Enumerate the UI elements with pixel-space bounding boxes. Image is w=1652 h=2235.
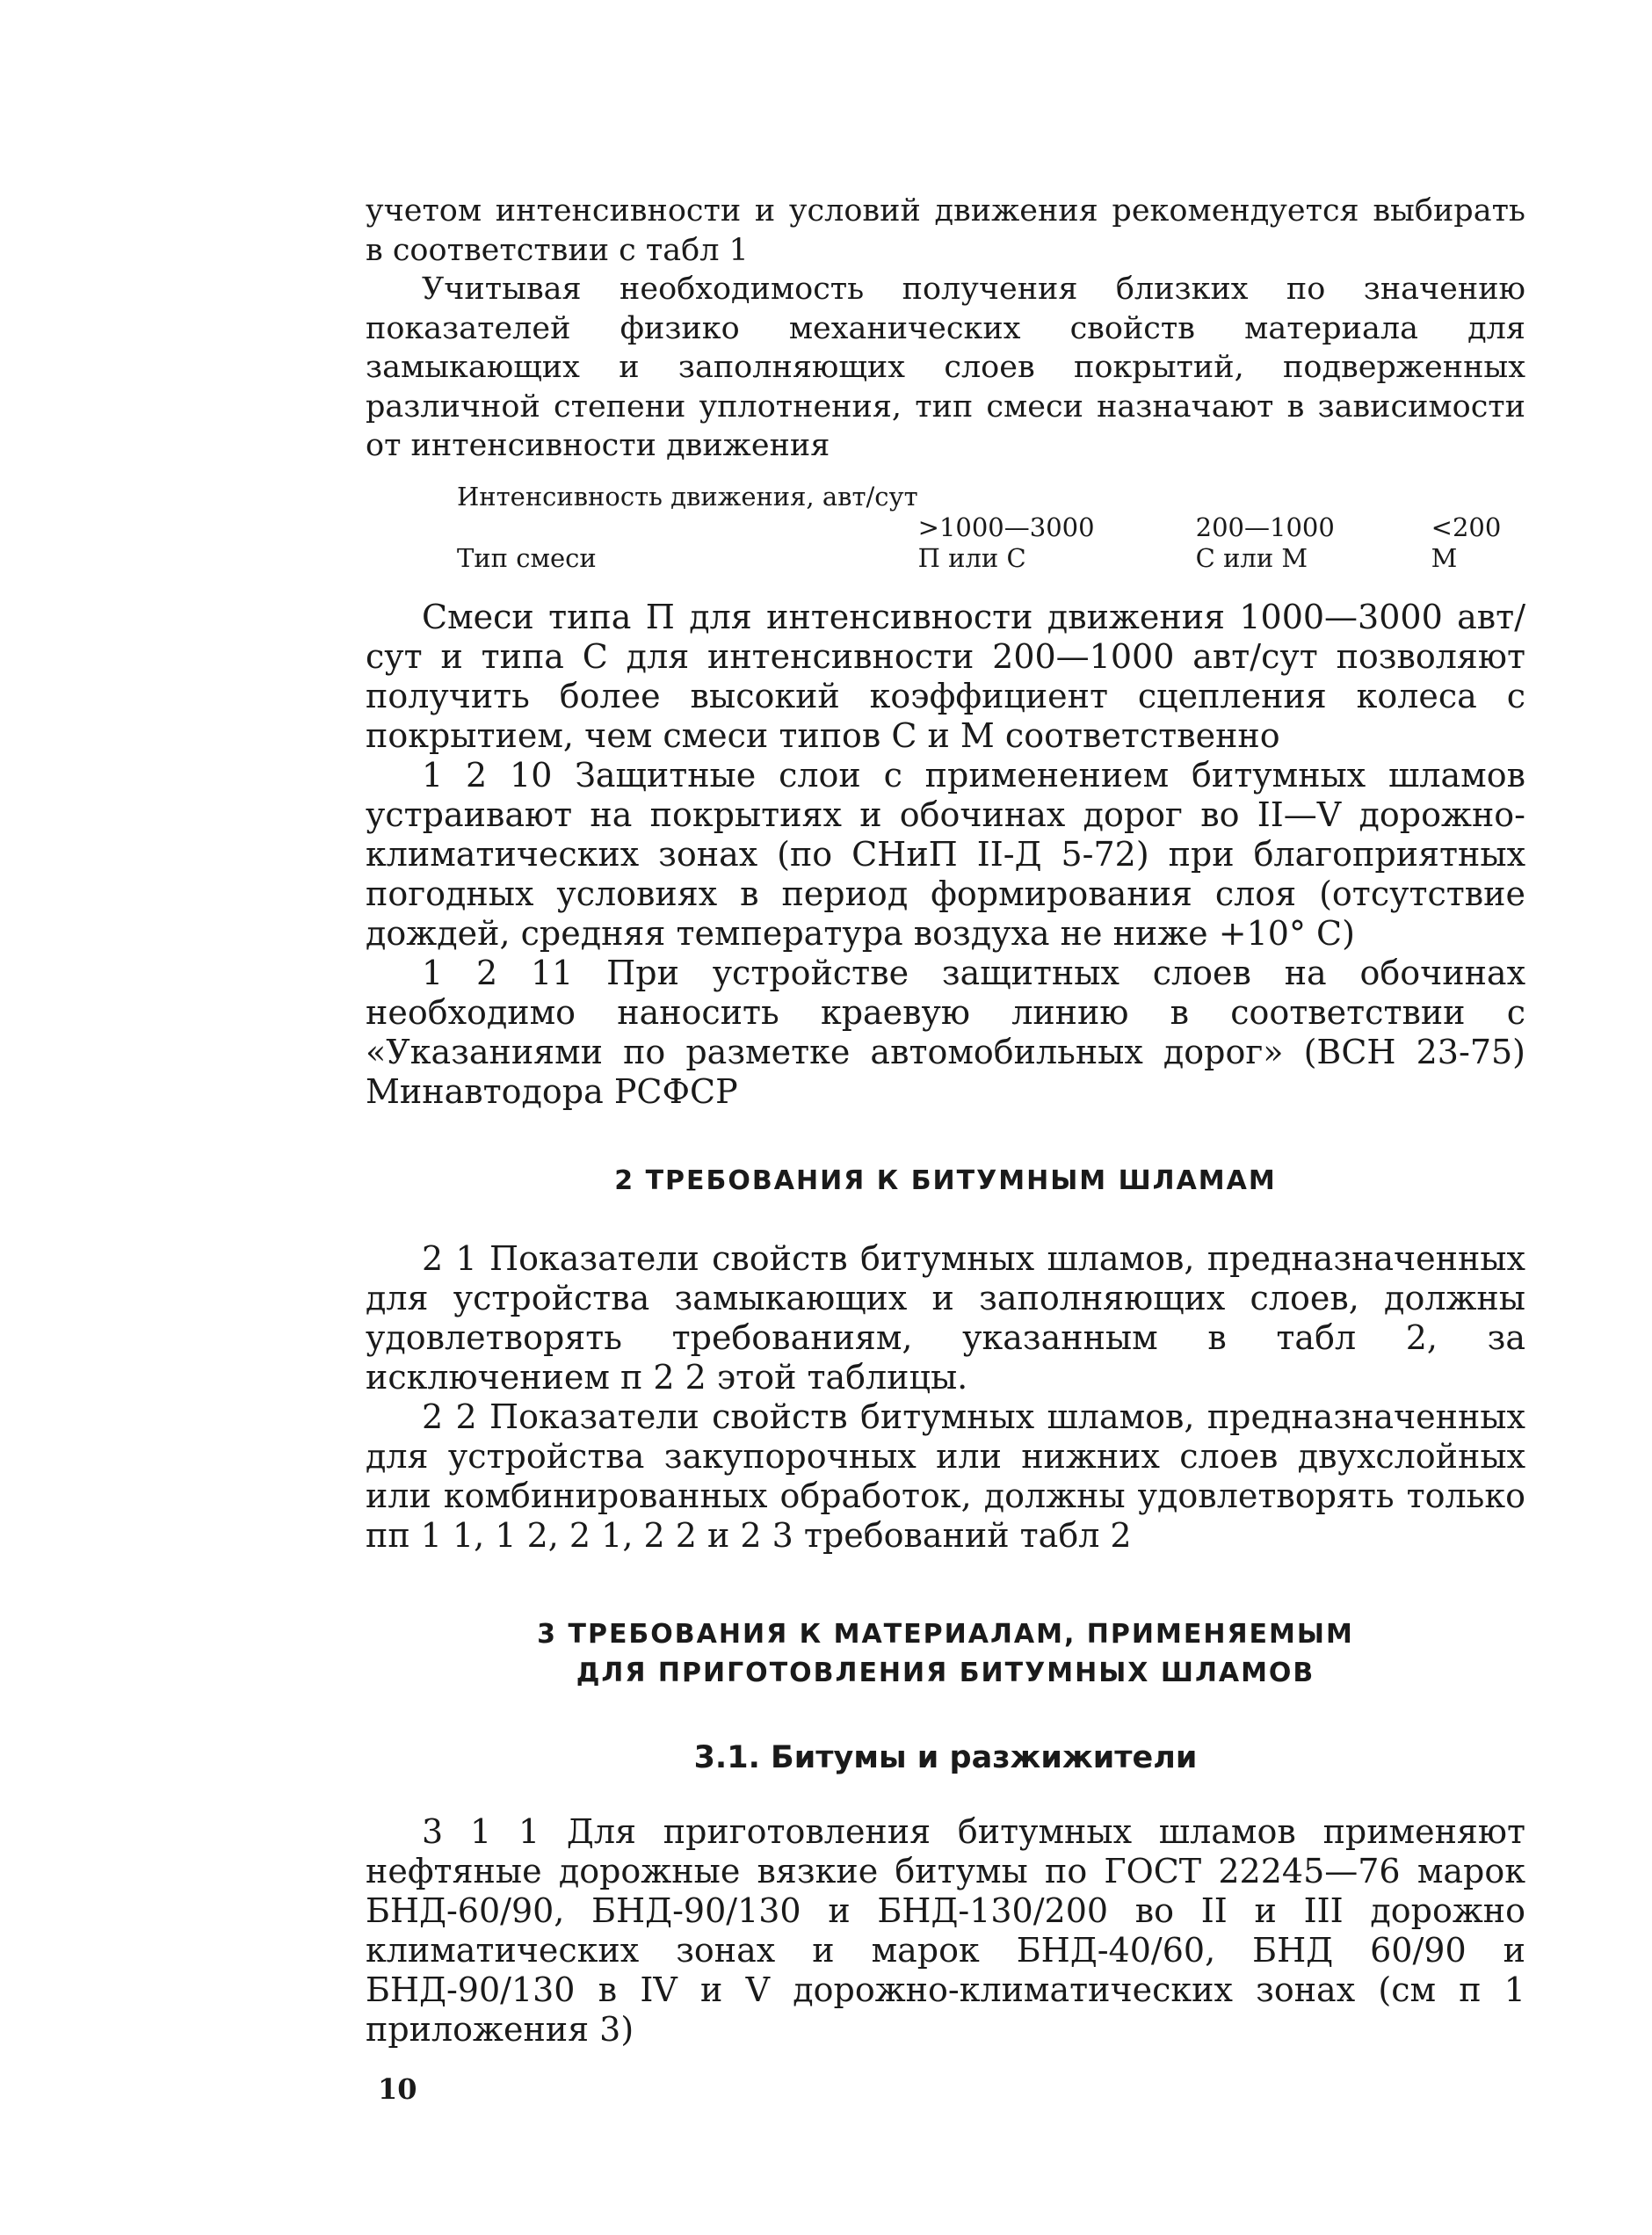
section2-text [366, 1239, 1525, 1556]
paragraph-1-2-10: 1 2 10 Защитные слои с применением битумных шламов устраивают на покрытиях и обочинах дорог во II—V дорожно-климатических зонах (по СНиП II-Д 5-72) при благоприятных погодных условиях в период формирования слоя (отсутствие дождей, средняя температура воздуха не ниже +10° С) [366, 756, 1525, 953]
page-number: 10 [378, 2072, 417, 2106]
paragraph-2-1: 2 1 Показатели свойств битумных шламов, предназначенных для устройства замыкающих и заполняющих слоев, должны удовлетворять требованиям, указанным в табл 2, за исключением п 2 2 этой таблицы. [366, 1239, 1525, 1397]
paragraph-1-2-11: 1 2 11 При устройстве защитных слоев на обочинах необходимо наносить краевую линию в соответствии с «Указаниями по разметке автомобильных дорог» (ВСН 23-75) Минавтодора РСФСР [366, 954, 1525, 1111]
paragraph-mix-types: Смеси типа П для интенсивности движения 1000—3000 авт/сут и типа С для интенсивности 200—1000 авт/сут позволяют получить более высокий коэффициент сцепления колеса с покрытием, чем смеси типов С и М соответственно [366, 598, 1525, 755]
section3-text [366, 1812, 1525, 2050]
intensity-table [457, 482, 1537, 574]
paragraph-mix-type: Учитывая необходимость получения близких по значению показателей физико механических свойств материала для замыкающих и заполняющих слоев покрытий, подверженных различной степени уплотнения, тип смеси назначают в зависимости от интенсивности движения [366, 272, 1525, 463]
paragraph-2-2: 2 2 Показатели свойств битумных шламов, предназначенных для устройства закупорочных или нижних слоев двухслойных или комбинированных обработок, должны удовлетворять только пп 1 1, 1 2, 2 1, 2 2 и 2 3 требований табл 2 [366, 1397, 1525, 1555]
section3-heading-line2: ДЛЯ ПРИГОТОВЛЕНИЯ БИТУМНЫХ ШЛАМОВ [576, 1658, 1315, 1688]
table-cell: <200 [1431, 512, 1502, 542]
section3-heading-line1: 3 ТРЕБОВАНИЯ К МАТЕРИАЛАМ, ПРИМЕНЯЕМЫМ [537, 1619, 1354, 1650]
section1-text [366, 598, 1525, 1112]
table-cell: М [1431, 543, 1458, 573]
section2-heading: 2 ТРЕБОВАНИЯ К БИТУМНЫМ ШЛАМАМ [614, 1165, 1277, 1196]
paragraph-3-1-1: 3 1 1 Для приготовления битумных шламов применяют нефтяные дорожные вязкие битумы по ГОСТ 22245—76 марок БНД-60/90, БНД-90/130 и БНД-130/200 во II и III дорожно климатических зонах и марок БНД-40/60, БНД 60/90 и БНД-90/130 в IV и V дорожно-климатических зонах (см п 1 приложения 3) [366, 1812, 1525, 2049]
table-row [457, 543, 1537, 574]
continued-paragraph: учетом интенсивности и условий движения рекомендуется выбирать в соответствии с табл 1 [366, 193, 1525, 268]
table-row [457, 482, 1537, 543]
table-cell: 200—1000 [1195, 512, 1335, 542]
intro-text [366, 192, 1525, 466]
section3-subheading: 3.1. Битумы и разжижители [693, 1740, 1198, 1775]
table-label-intensity: Интенсивность движения, авт/сут [457, 482, 918, 512]
table-cell: >1000—3000 [917, 512, 1095, 542]
table-cell: С или М [1195, 543, 1308, 573]
table-cell: П или С [917, 543, 1026, 573]
table-label-mix-type: Тип смеси [457, 543, 597, 573]
